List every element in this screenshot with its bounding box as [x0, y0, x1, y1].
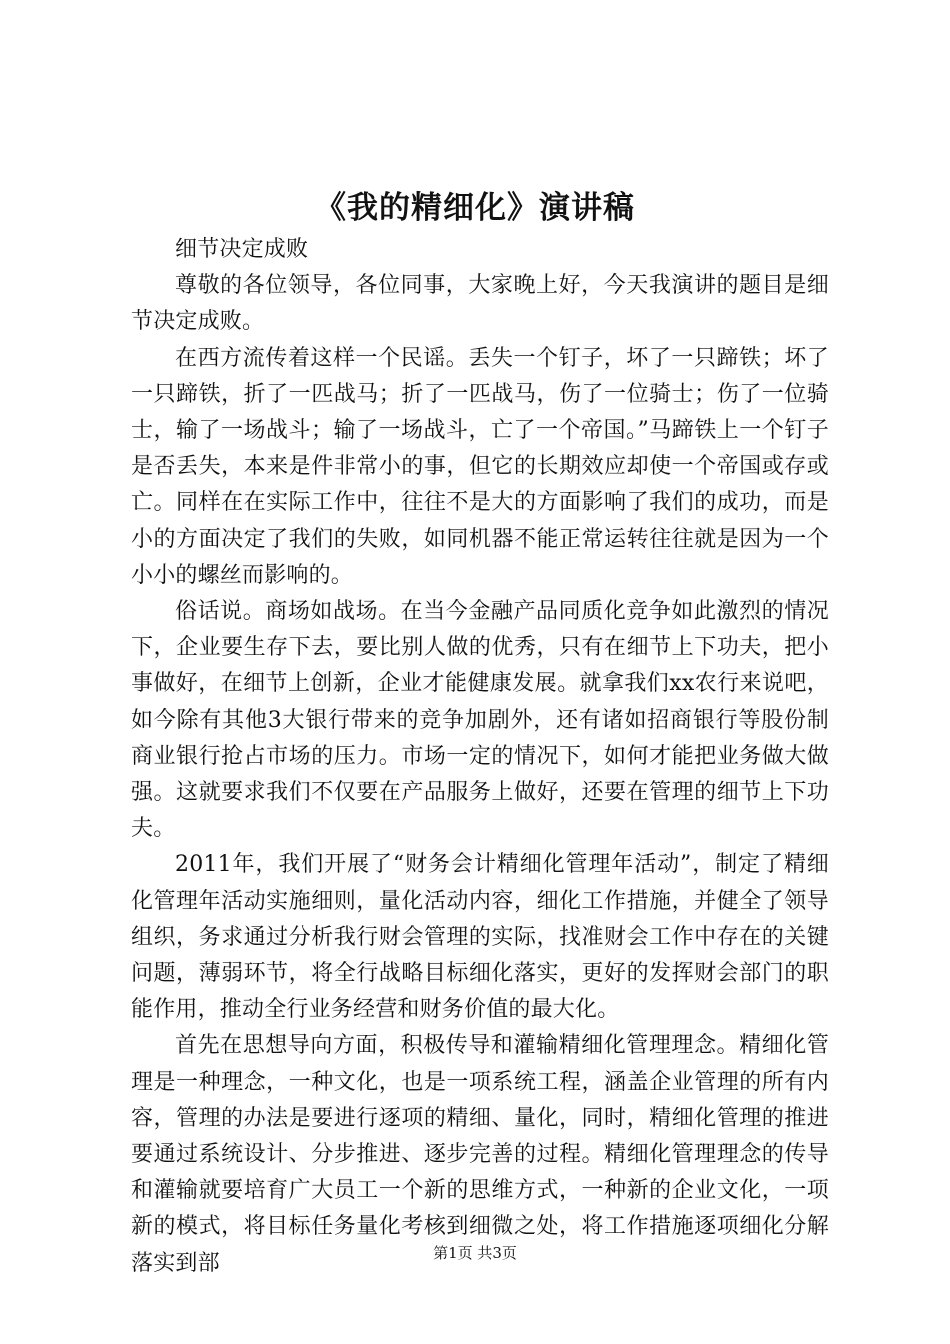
paragraph-2011-activity: 2011年，我们开展了“财务会计精细化管理年活动”，制定了精细化管理年活动实施细则，量化活动内容，细化工作措施，并健全了领导组织，务求通过分析我行财会管理的实际，找准财会工作中存在的关键问题，薄弱环节，将全行战略目标细化落实，更好的发挥财会部门的职能作用，推动全行业务经营和财务价值的最大化。 [131, 852, 829, 1023]
paragraph-ideology: 首先在思想导向方面，积极传导和灌输精细化管理理念。精细化管理是一种理念，一种文化，也是一项系统工程，涵盖企业管理的所有内容，管理的办法是要进行逐项的精细、量化，同时，精细化管理的推进要通过系统设计、分步推进、逐步完善的过程。精细化管理理念的传导和灌输就要培育广大员工一个新的思维方式，一种新的企业文化，一项新的模式，将目标任务量化考核到细微之处，将工作措施逐项细化分解落实到部 [131, 1033, 829, 1276]
paragraph-subtitle: 细节决定成败 [175, 237, 309, 262]
document-body [131, 232, 829, 1282]
page-number-footer: 第1页 共3页 [433, 1244, 517, 1262]
paragraph-folk-rhyme: 在西方流传着这样一个民谣。丢失一个钉子，坏了一只蹄铁；坏了一只蹄铁，折了一匹战马；折了一匹战马，伤了一位骑士；伤了一位骑士，输了一场战斗；输了一场战斗，亡了一个帝国。”马蹄铁上一个钉子是否丢失，本来是件非常小的事，但它的长期效应却使一个帝国或存或亡。同样在在实际工作中，往往不是大的方面影响了我们的成功，而是小的方面决定了我们的失败，如同机器不能正常运转往往就是因为一个小小的螺丝而影响的。 [131, 345, 829, 588]
paragraph-greeting: 尊敬的各位领导，各位同事，大家晚上好，今天我演讲的题目是细节决定成败。 [131, 273, 829, 335]
paragraph-market-competition: 俗话说。商场如战场。在当今金融产品同质化竞争如此激烈的情况下，企业要生存下去，要比别人做的优秀，只有在细节上下功夫，把小事做好，在细节上创新，企业才能健康发展。就拿我们xx农行来说吧，如今除有其他3大银行带来的竞争加剧外，还有诸如招商银行等股份制商业银行抢占市场的压力。市场一定的情况下，如何才能把业务做大做强。这就要求我们不仅要在产品服务上做好，还要在管理的细节上下功夫。 [131, 599, 829, 842]
document-title: 《我的精细化》演讲稿 [315, 190, 635, 226]
